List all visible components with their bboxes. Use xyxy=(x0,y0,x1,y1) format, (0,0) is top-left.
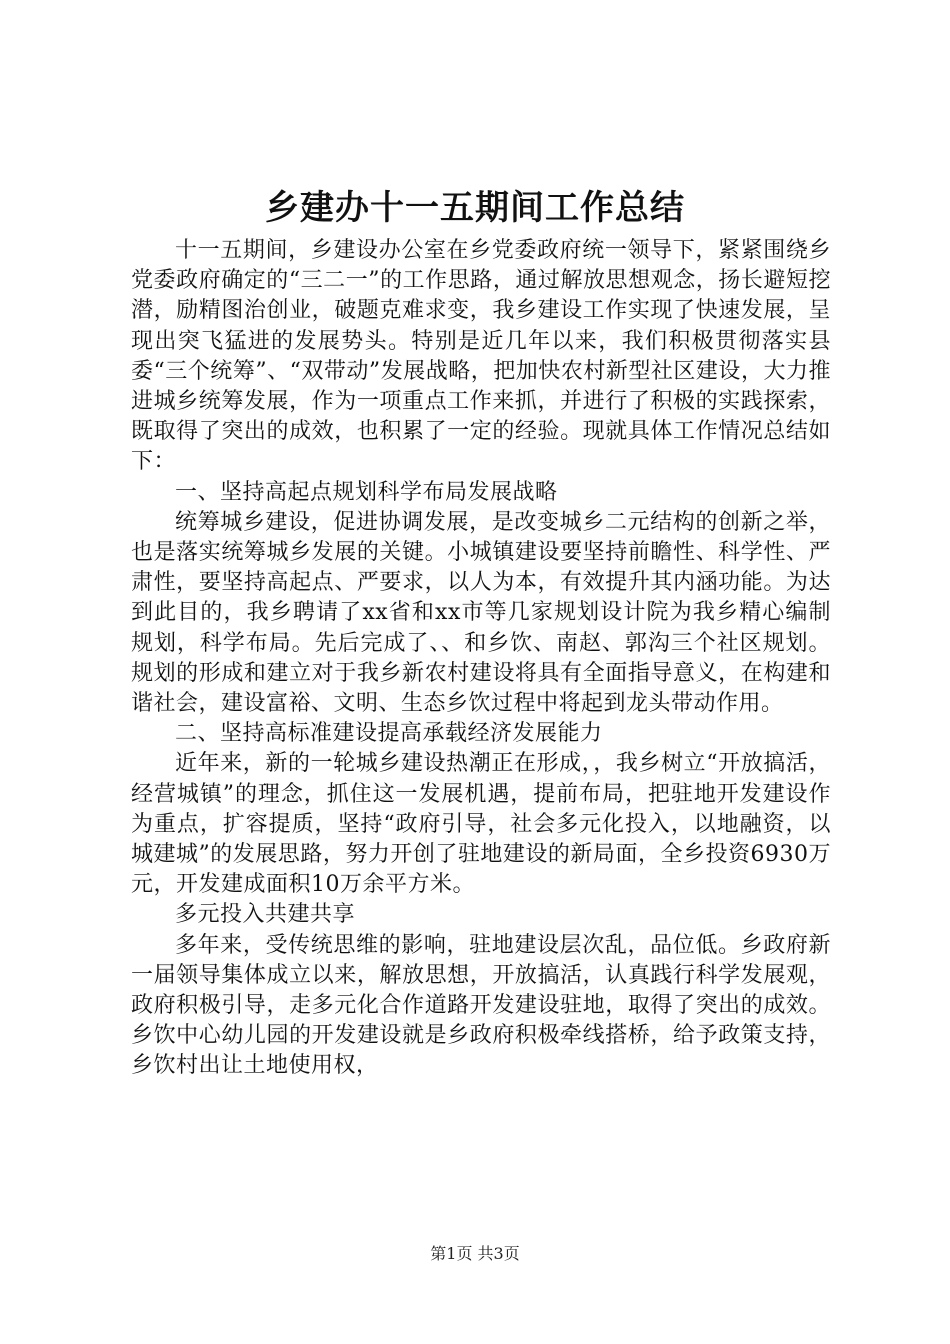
document-title: 乡建办十一五期间工作总结 xyxy=(265,188,685,228)
paragraph-planning: 统筹城乡建设，促进协调发展，是改变城乡二元结构的创新之举，也是落实统筹城乡发展的关键。小城镇建设要坚持前瞻性、科学性、严肃性，要坚持高起点、严要求，以人为本，有效提升其内涵功能。为达到此目的，我乡聘请了xx省和xx市等几家规划设计院为我乡精心编制规划，科学布局。先后完成了、、和乡饮、南赵、郭沟三个社区规划。规划的形成和建立对于我乡新农村建设将具有全面指导意义，在构建和谐社会，建设富裕、文明、生态乡饮过程中将起到龙头带动作用。 xyxy=(131,509,831,717)
subheading-investment: 多元投入共建共享 xyxy=(175,902,356,928)
section-heading-construction: 二、坚持高标准建设提高承载经济发展能力 xyxy=(175,721,603,747)
page-number-footer: 第1页 共3页 xyxy=(430,1244,520,1263)
paragraph-intro: 十一五期间，乡建设办公室在乡党委政府统一领导下，紧紧围绕乡党委政府确定的“三二一”的工作思路，通过解放思想观念，扬长避短挖潜，励精图治创业，破题克难求变，我乡建设工作实现了快速发展，呈现出突飞猛进的发展势头。特别是近几年以来，我们积极贯彻落实县委“三个统筹”、“双带动”发展战略，把加快农村新型社区建设，大力推进城乡统筹发展，作为一项重点工作来抓，并进行了积极的实践探索，既取得了突出的成效，也积累了一定的经验。现就具体工作情况总结如下： xyxy=(131,238,831,475)
paragraph-construction: 近年来，新的一轮城乡建设热潮正在形成，，我乡树立“开放搞活，经营城镇”的理念，抓住这一发展机遇，提前布局，把驻地开发建设作为重点，扩容提质，坚持“政府引导，社会多元化投入，以地融资，以城建城”的发展思路，努力开创了驻地建设的新局面，全乡投资6930万元，开发建成面积10万余平方米。 xyxy=(131,751,831,898)
section-heading-planning: 一、坚持高起点规划科学布局发展战略 xyxy=(175,479,558,505)
document-body xyxy=(131,236,831,1082)
paragraph-investment: 多年来，受传统思维的影响，驻地建设层次乱，品位低。乡政府新一届领导集体成立以来，解放思想，开放搞活，认真践行科学发展观，政府积极引导，走多元化合作道路开发建设驻地，取得了突出的成效。乡饮中心幼儿园的开发建设就是乡政府积极牵线搭桥，给予政策支持，乡饮村出让土地使用权， xyxy=(131,932,831,1079)
